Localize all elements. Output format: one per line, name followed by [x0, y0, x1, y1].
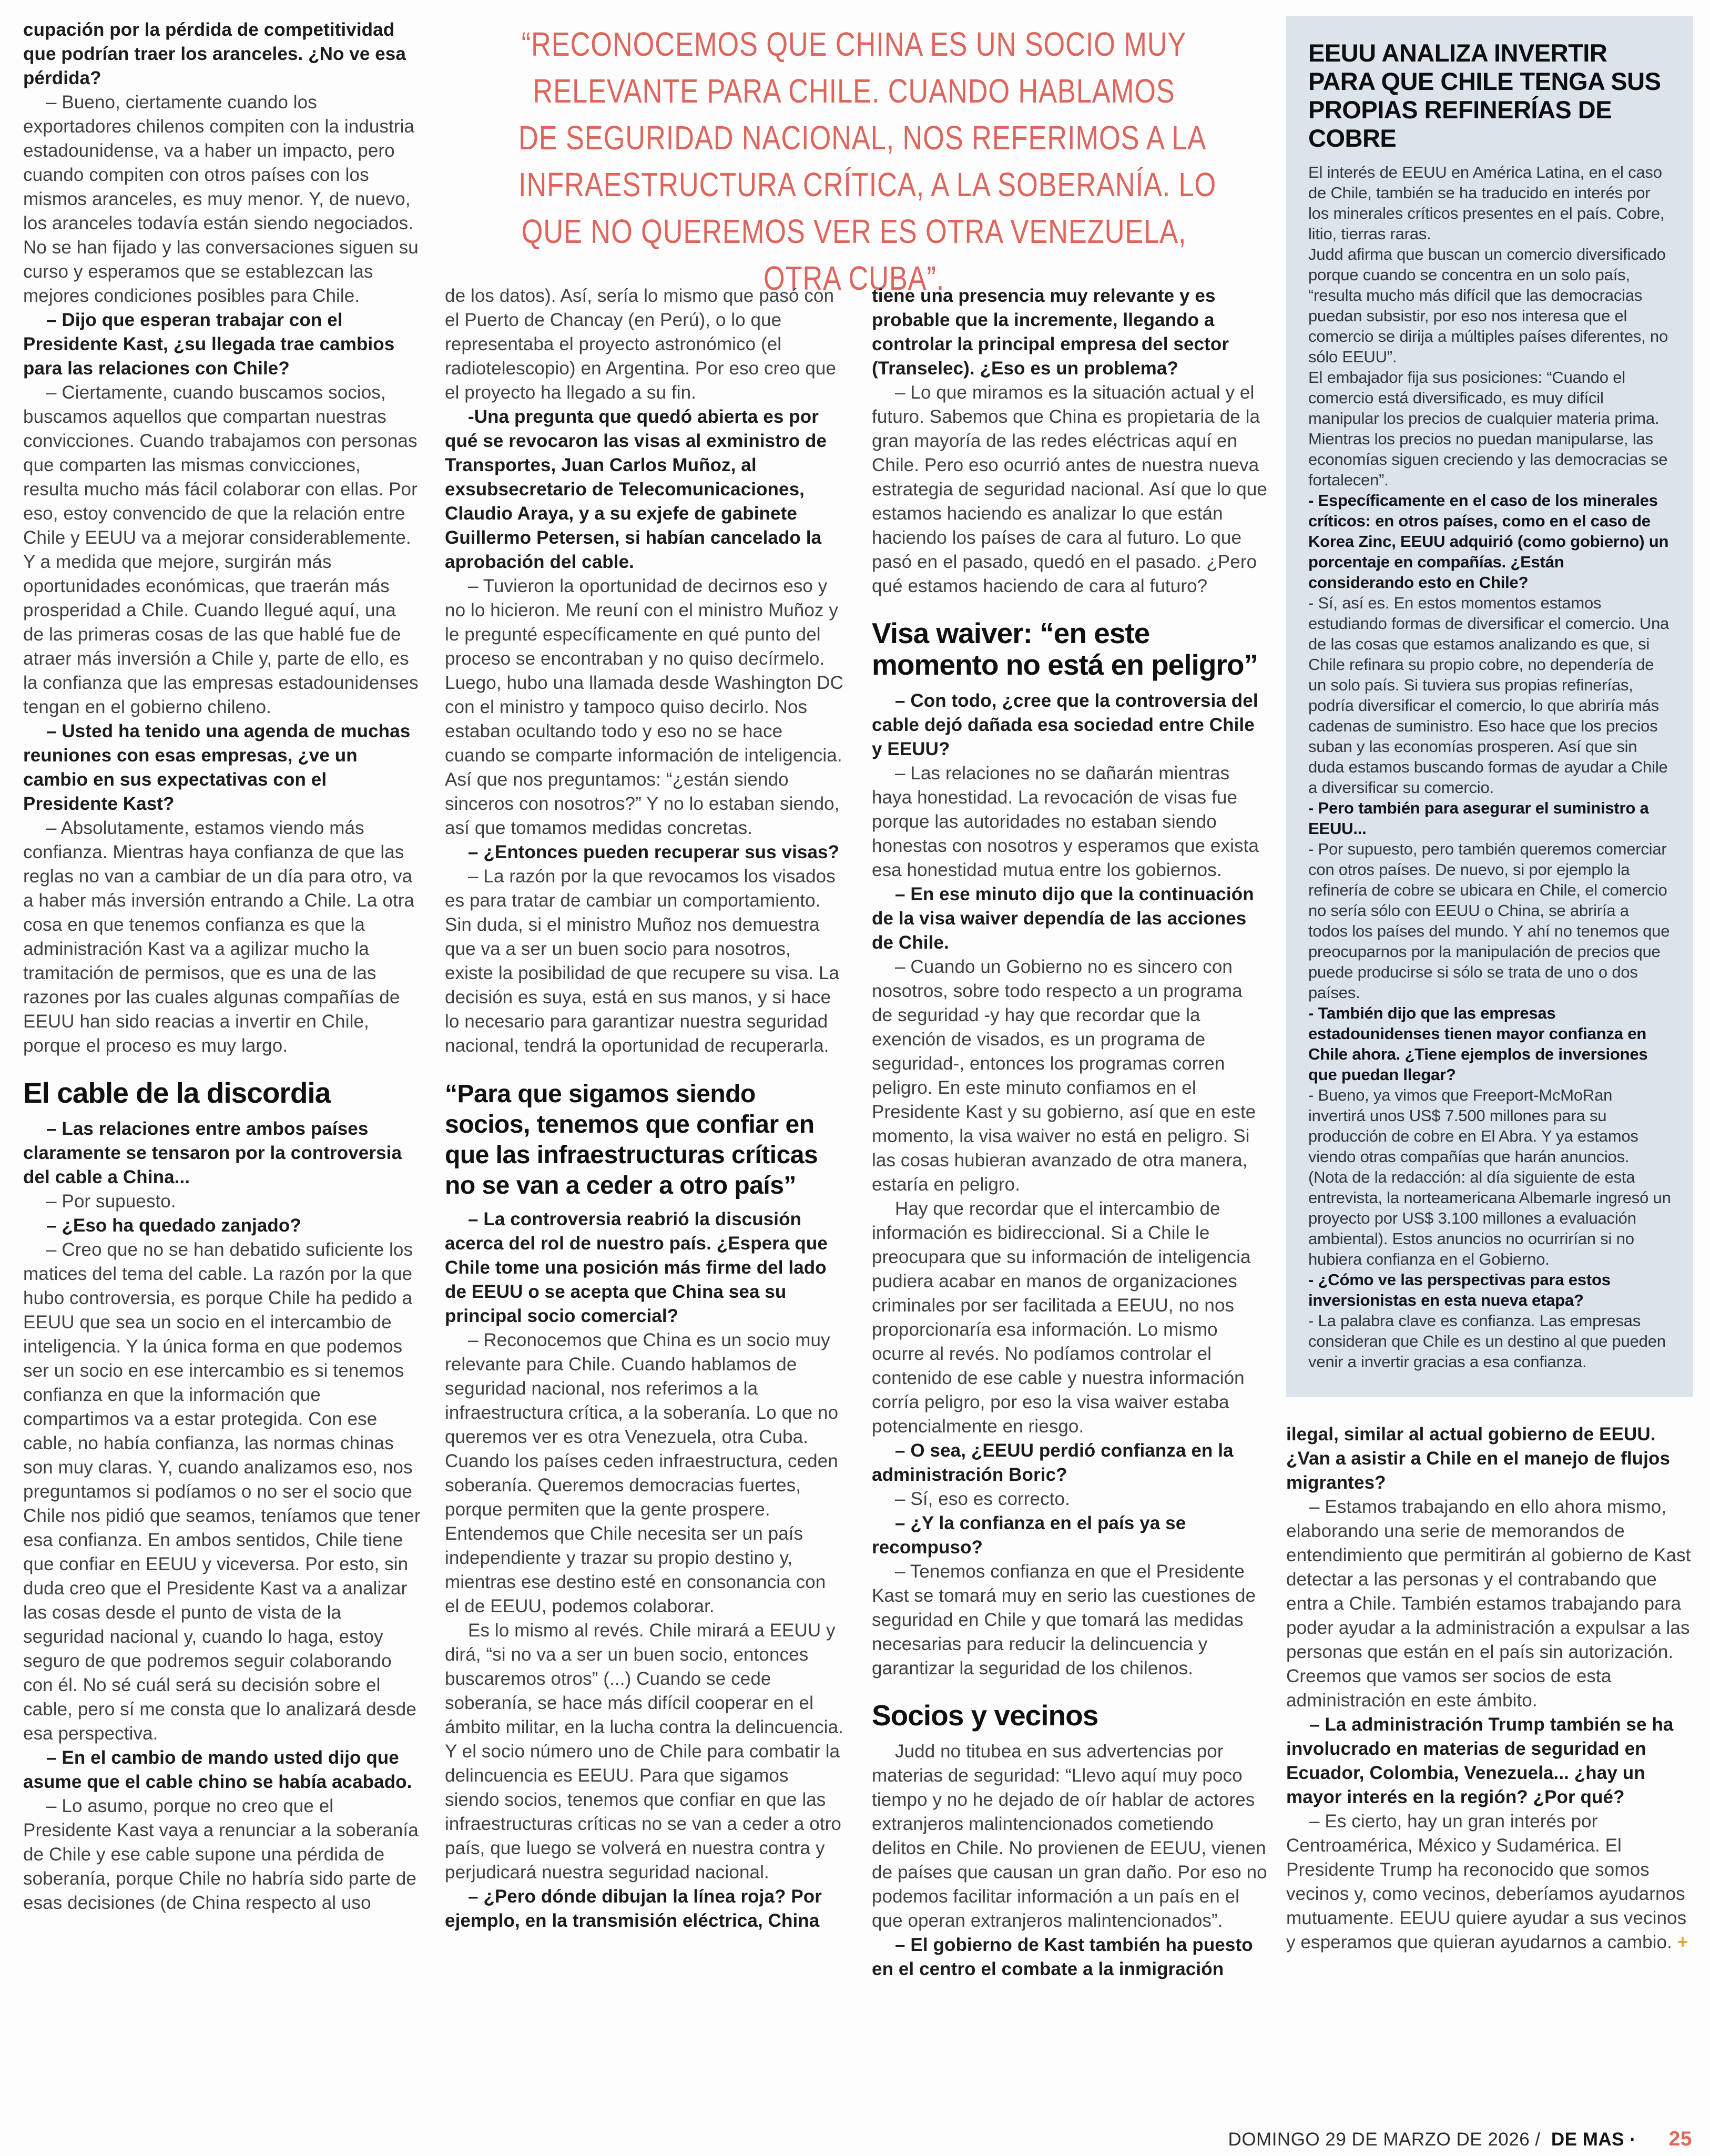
paragraph: – Por supuesto. — [46, 1191, 176, 1212]
paragraph: ilegal, similar al actual gobierno de EEUU. ¿Van a asistir a Chile en el manejo de flujos migrantes? — [1286, 1424, 1671, 1493]
pull-quote — [445, 21, 1263, 302]
interview-question: - También dijo que las empresas estadounidenses tienen mayor confianza en Chile ahora. ¿Tiene ejemplos de inversiones que puedan llegar? — [1308, 1004, 1648, 1084]
article-column-4 — [1286, 16, 1693, 1955]
paragraph: Judd afirma que buscan un comercio diversificado porque cuando se concentra en un solo país, “resulta mucho más difícil que las democracias puedan subsistir, por eso nos interesa que el comercio se dirija a múltiples países diferentes, no sólo EEUU”. — [1308, 245, 1668, 366]
paragraph: – Reconocemos que China es un socio muy relevante para Chile. Cuando hablamos de seguridad nacional, nos referimos a la infraestructura crítica, a la soberanía. Lo que no queremos ver es otra Venezuela, otra Cuba. Cuando los países ceden infraestructura, ceden soberanía. Queremos democracias fuertes, porque permiten que la gente prospere. Entendemos que Chile necesita ser un país independiente y trazar su propio destino y, mientras ese destino esté en consonancia con el de EEUU, podemos colaborar. — [445, 1330, 839, 1616]
section-heading: El cable de la discordia — [23, 1076, 331, 1109]
paragraph: Judd no titubea en sus advertencias por materias de seguridad: “Llevo aquí muy poco tiempo y no he dejado de oír hablar de actores extranjeros malintencionados cometiendo delitos en Chile. No provienen de EEUU, vienen de países que causan un gran daño. Por eso no podemos facilitar información a un país en el que operan extranjeros malintencionados”. — [872, 1741, 1267, 1931]
interview-question: – En ese minuto dijo que la continuación de la visa waiver dependía de las acciones de Chile. — [872, 884, 1254, 953]
paragraph: – Bueno, ciertamente cuando los exportadores chilenos compiten con la industria estadounidense, va a haber un impacto, pero cuando compiten con otros países con los mismos aranceles, es muy menor. Y, de nuevo, los aranceles todavía están siendo negociados. No se han fijado y las conversaciones siguen su curso y esperamos que se establezcan las mejores condiciones posibles para Chile. — [23, 92, 419, 306]
article-column-2 — [445, 284, 843, 1933]
paragraph: tiene una presencia muy relevante y es probable que la incremente, llegando a controlar la principal empresa del sector (Transelec). ¿Eso es un problema? — [872, 286, 1229, 379]
interview-question: – O sea, ¿EEUU perdió confianza en la administración Boric? — [872, 1440, 1234, 1485]
paragraph: – La razón por la que revocamos los visados es para tratar de cambiar un comportamiento. Sin duda, si el ministro Muñoz nos demuestra que va a ser un buen socio para nosotros, existe la posibilidad de que recupere su visa. La decisión es suya, está en sus manos, y si hace lo necesario para garantizar nuestra seguridad nacional, tendrá la oportunidad de recuperarla. — [445, 866, 840, 1056]
paragraph: – Tenemos confianza en que el Presidente Kast se tomará muy en serio las cuestiones de seguridad en Chile y que tomará las medidas necesarias para reducir la delincuencia y garantizar la seguridad de los chilenos. — [872, 1561, 1256, 1679]
interview-question: - Pero también para asegurar el suministro a EEUU... — [1308, 799, 1649, 838]
interview-question: – ¿Y la confianza en el país ya se recompuso? — [872, 1513, 1186, 1558]
page-footer — [1228, 2128, 1692, 2151]
footer-date: DOMINGO 29 DE MARZO DE 2026 / — [1228, 2129, 1541, 2150]
pull-quote-line: “RECONOCEMOS QUE CHINA ES UN SOCIO MUY — [521, 25, 1187, 63]
interview-question: – Con todo, ¿cree que la controversia del cable dejó dañada esa sociedad entre Chile y EEUU? — [872, 690, 1258, 759]
paragraph: – Sí, eso es correcto. — [895, 1489, 1070, 1509]
paragraph: El interés de EEUU en América Latina, en el caso de Chile, también se ha traducido en interés por los minerales críticos presentes en el país. Cobre, litio, tierras raras. — [1308, 163, 1665, 243]
sidebar-box — [1286, 16, 1693, 1397]
paragraph: - Por supuesto, pero también queremos comerciar con otros países. De nuevo, si por ejemplo la refinería de cobre se ubicara en Chile, el comercio no sería sólo con EEUU o China, se abriría a todos los países del mundo. Y ahí no tenemos que preocuparnos por la manipulación de precios que puede producirse si sólo se trata de uno o dos países. — [1308, 840, 1670, 1002]
column-4-continuation — [1286, 1422, 1693, 1955]
section-heading: Visa waiver: “en este momento no está en peligro” — [872, 617, 1258, 681]
interview-question: – ¿Entonces pueden recuperar sus visas? — [468, 842, 840, 862]
paragraph: – Absolutamente, estamos viendo más confianza. Mientras haya confianza de que las reglas no van a cambiar de un día para otro, va a haber más inversión entrando a Chile. La otra cosa en que tenemos confianza es que la administración Kast va a agilizar mucho la tramitación de permisos, que es una de las razones por las cuales algunas compañías de EEUU han sido reacias a invertir en Chile, porque el proceso es muy largo. — [23, 818, 415, 1056]
interview-question: – ¿Pero dónde dibujan la línea roja? Por ejemplo, en la transmisión eléctrica, China — [445, 1886, 822, 1931]
article-column-3 — [872, 284, 1267, 1981]
interview-question: -Una pregunta que quedó abierta es por qué se revocaron las visas al exministro de Transportes, Juan Carlos Muñoz, al exsubsecretario de Telecomunicaciones, Claudio Araya, y a su exjefe de gabinete Guillermo Petersen, si habían cancelado la aprobación del cable. — [445, 406, 827, 572]
paragraph: - La palabra clave es confianza. Las empresas consideran que Chile es un destino al que pueden venir a invertir gracias a esa confianza. — [1308, 1311, 1666, 1371]
interview-question: - ¿Cómo ve las perspectivas para estos inversionistas en esta nueva etapa? — [1308, 1270, 1611, 1309]
paragraph: Hay que recordar que el intercambio de información es bidireccional. Si a Chile le preocupara que su información de inteligencia pudiera acabar en manos de organizaciones criminales por ser facilitada a EEUU, no nos proporcionaría esa información. Lo mismo ocurre al revés. No podíamos controlar el contenido de ese cable y nuestra información corría peligro, por eso la visa waiver estaba potencialmente en riesgo. — [872, 1198, 1251, 1437]
interview-question: – Las relaciones entre ambos países claramente se tensaron por la controversia del cable a China... — [23, 1118, 402, 1187]
section-heading: “Para que sigamos siendo socios, tenemos que confiar en que las infraestructuras críticas no se van a ceder a otro país” — [445, 1080, 818, 1199]
paragraph: – Las relaciones no se dañarán mientras haya honestidad. La revocación de visas fue porque las autoridades no estaban siendo honestas con nosotros y esperamos que exista esa honestidad mutua entre los gobiernos. — [872, 763, 1259, 880]
interview-question: – ¿Eso ha quedado zanjado? — [46, 1215, 301, 1236]
sidebar-body — [1308, 162, 1672, 1372]
sidebar-heading: EEUU ANALIZA INVERTIR PARA QUE CHILE TENGA SUS PROPIAS REFINERÍAS DE COBRE — [1308, 39, 1661, 152]
pull-quote-line: QUE NO QUEREMOS VER ES OTRA VENEZUELA, — [521, 212, 1187, 250]
section-heading: Socios y vecinos — [872, 1699, 1098, 1732]
paragraph: – Tuvieron la oportunidad de decirnos eso y no lo hicieron. Me reuní con el ministro Muñoz y le pregunté específicamente en qué punto del proceso se encontraban y no quiso decírmelo. Luego, hubo una llamada desde Washington DC con el ministro y tampoco quiso decirlo. Nos estaban ocultando todo y eso no se hace cuando se comparte información de inteligencia. Así que nos preguntamos: “¿están siendo sinceros con nosotros?” Y no lo estaban siendo, así que tomamos medidas concretas. — [445, 576, 843, 838]
paragraph: - Sí, así es. En estos momentos estamos estudiando formas de diversificar el comercio. Una de las cosas que estamos analizando es que, si Chile refinara su propio cobre, no dependería de un solo país. Si tuviera sus propias refinerías, podría diversificar el comercio, lo que abriría más cadenas de suministro. Eso hace que los precios suban y las economías prosperen. Así que sin duda estamos buscando formas de ayudar a Chile a diversificar su comercio. — [1308, 594, 1670, 797]
paragraph: El embajador fija sus posiciones: “Cuando el comercio está diversificado, es muy difícil manipular los precios de cualquier materia prima. Mientras los precios no puedan manipularse, las economías siguen creciendo y las democracias se fortalecen”. — [1308, 368, 1668, 489]
pull-quote-line: DE SEGURIDAD NACIONAL, NOS REFERIMOS A LA — [518, 119, 1207, 157]
paragraph: – Lo asumo, porque no creo que el Presidente Kast vaya a renunciar a la soberanía de Chile y ese cable supone una pérdida de soberanía, porque Chile no habría sido parte de esas decisiones (de China respecto al uso — [23, 1796, 419, 1913]
pull-quote-line: INFRAESTRUCTURA CRÍTICA, A LA SOBERANÍA. LO — [518, 166, 1217, 204]
paragraph: – Es cierto, hay un gran interés por Centroamérica, México y Sudamérica. El Presidente Trump ha reconocido que somos vecinos y, como vecinos, deberíamos ayudarnos mutuamente. EEUU quiere ayudar a sus vecinos y esperamos que quieran ayudarnos a cambio. + — [1286, 1811, 1688, 1952]
paragraph: – Creo que no se han debatido suficiente los matices del tema del cable. La razón por la que hubo controversia, es porque Chile ha pedido a EEUU que sea un socio en el intercambio de inteligencia. Y la única forma en que podemos ser un socio en ese intercambio es si tenemos confianza en que la información que compartimos va a estar protegida. Con ese cable, no había confianza, las normas chinas son muy claras. Y, cuando analizamos eso, nos preguntamos si podíamos o no ser el socio que Chile nos pidió que seamos, teníamos que tener esa confianza. En ambos sentidos, Chile tiene que confiar en EEUU y viceversa. Por esto, sin duda creo que el Presidente Kast va a analizar las cosas desde el punto de vista de la seguridad nacional y, cuando lo haga, estoy seguro de que podremos seguir colaborando con él. No sé cuál será su decisión sobre el cable, pero sí me consta que lo analizará desde esa perspectiva. — [23, 1239, 421, 1744]
interview-question: - Específicamente en el caso de los minerales críticos: en otros países, como en el caso de Korea Zinc, EEUU adquirió (como gobierno) un porcentaje en compañías. ¿Están considerando esto en Chile? — [1308, 491, 1669, 592]
paragraph: – Ciertamente, cuando buscamos socios, buscamos aquellos que compartan nuestras convicciones. Cuando trabajamos con personas que comparten las mismas convicciones, resulta mucho más fácil colaborar con ellas. Por eso, estoy convencido de que la relación entre Chile y EEUU va a mejorar considerablemente. Y a medida que mejore, surgirán más oportunidades económicas, que traerán más prosperidad a Chile. Cuando llegué aquí, una de las primeras cosas de las que hablé fue de atraer más inversión a Chile y, parte de ello, es la confianza que las empresas estadounidenses tengan en el gobierno chileno. — [23, 382, 419, 717]
interview-question: – Dijo que esperan trabajar con el Presidente Kast, ¿su llegada trae cambios para las relaciones con Chile? — [23, 310, 395, 379]
pull-quote-line: RELEVANTE PARA CHILE. CUANDO HABLAMOS — [533, 72, 1175, 110]
page-number: 25 — [1668, 2128, 1692, 2150]
interview-question: – El gobierno de Kast también ha puesto en el centro el combate a la inmigración — [872, 1935, 1253, 1979]
footer-brand: DE MAS · — [1551, 2129, 1636, 2150]
interview-question: – La controversia reabrió la discusión acerca del rol de nuestro país. ¿Espera que Chile tome una posición más firme del lado de EEUU o se acepta que China sea su principal socio comercial? — [445, 1209, 828, 1326]
paragraph: cupación por la pérdida de competitividad que podrían traer los aranceles. ¿No ve esa pérdida? — [23, 19, 406, 88]
paragraph: - Bueno, ya vimos que Freeport-McMoRan invertirá unos US$ 7.500 millones para su producción de cobre en El Abra. Y ya estamos viendo otras compañías que harán anuncios. (Nota de la redacción: al día siguiente de esta entrevista, la norteamericana Albemarle ingresó un proyecto por US$ 3.100 millones a evaluación ambiental). Estos anuncios no ocurrirían si no hubiera confianza en el Gobierno. — [1308, 1086, 1671, 1268]
paragraph: – Estamos trabajando en ello ahora mismo, elaborando una serie de memorandos de entendimiento que permitirán al gobierno de Kast detectar a las personas y el contrabando que entra a Chile. También estamos trabajando para poder ayudar a la administración a expulsar a las personas que están en el país sin autorización. Creemos que vamos ser socios de esta administración en este ámbito. — [1286, 1497, 1691, 1711]
article-column-1 — [23, 18, 421, 1915]
interview-question: – En el cambio de mando usted dijo que asume que el cable chino se había acabado. — [23, 1747, 412, 1792]
pull-quote-line: OTRA CUBA”. — [763, 259, 945, 297]
paragraph: – Lo que miramos es la situación actual y el futuro. Sabemos que China es propietaria de la gran mayoría de las redes eléctricas aquí en Chile. Pero eso ocurrió antes de nuestra nueva estrategia de seguridad nacional. Así que lo que estamos haciendo es analizar lo que están haciendo los países de cara al futuro. Lo que pasó en el pasado, quedó en el pasado. ¿Pero qué estamos haciendo de cara al futuro? — [872, 382, 1268, 596]
paragraph: Es lo mismo al revés. Chile mirará a EEUU y dirá, “si no va a ser un buen socio, entonces buscaremos otros” (...) Cuando se cede soberanía, se hace más difícil cooperar en el ámbito militar, en la lucha contra la delincuencia. Y el socio número uno de Chile para combatir la delincuencia es EEUU. Para que sigamos siendo socios, tenemos que confiar en que las infraestructuras críticas no se van a ceder a otro país, que luego se volverá en nuestra contra y perjudicará nuestra seguridad nacional. — [445, 1620, 844, 1883]
interview-question: – La administración Trump también se ha involucrado en materias de seguridad en Ecuador, Colombia, Venezuela... ¿hay un mayor interés en la región? ¿Por qué? — [1286, 1714, 1674, 1807]
article-end-mark: + — [1672, 1932, 1688, 1952]
paragraph: de los datos). Así, sería lo mismo que pasó con el Puerto de Chancay (en Perú), o lo que representaba el proyecto astronómico (el radiotelescopio) en Argentina. Por eso creo que el proyecto ha llegado a su fin. — [445, 286, 837, 403]
paragraph: – Cuando un Gobierno no es sincero con nosotros, sobre todo respecto a un programa de seguridad -y hay que recordar que la exención de visados, es un programa de seguridad-, entonces los programas corren peligro. En este minuto confiamos en el Presidente Kast y su gobierno, así que en este momento, la visa waiver no está en peligro. Si las cosas hubieran avanzado de otra manera, estaría en peligro. — [872, 957, 1256, 1195]
interview-question: – Usted ha tenido una agenda de muchas reuniones con esas empresas, ¿ve un cambio en sus expectativas con el Presidente Kast? — [23, 721, 411, 814]
